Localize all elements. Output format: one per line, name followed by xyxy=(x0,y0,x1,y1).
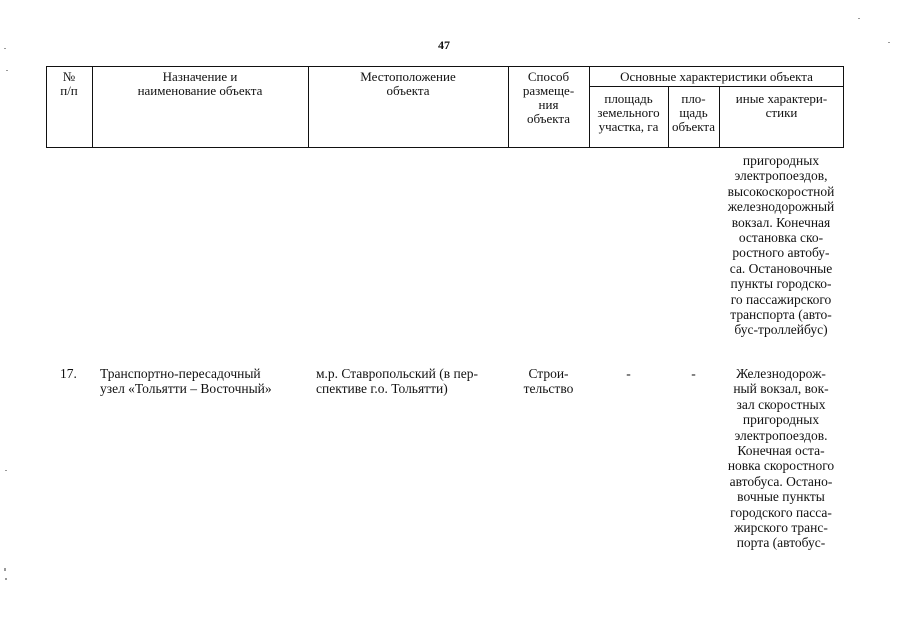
continued-other-characteristics: пригородных электропоездов, высокоскоростной железнодорожный вокзал. Конечная остановка ско- ростного автобу- са. Остановочные пункты городско- го пассажирского транспорта (авто- бус-троллейбус) xyxy=(727,153,835,338)
scan-speck xyxy=(4,48,6,49)
header-name: Назначение и наименование объекта xyxy=(137,69,263,98)
header-method: Способ размеще- ния объекта xyxy=(522,69,575,126)
header-location: Местоположение объекта xyxy=(360,69,456,98)
row-num: 17. xyxy=(60,366,77,381)
scan-speck xyxy=(858,18,860,19)
scan-speck xyxy=(4,568,6,571)
header-other-characteristics: иные характери- стики xyxy=(735,91,828,120)
header-border-top xyxy=(46,66,844,67)
header-area-object: пло- щадь объекта xyxy=(671,91,716,134)
row-location: м.р. Ставропольский (в пер- спективе г.о. Тольятти) xyxy=(316,366,478,397)
scan-speck xyxy=(5,470,7,471)
row-area-object: - xyxy=(691,366,696,381)
scan-speck xyxy=(5,578,7,580)
row-other: Железнодорож- ный вокзал, вок- зал скоростных пригородных электропоездов. Конечная оста- новка скоростного автобуса. Остано- вочные пункты городского пасса- жирского транс- порта (автобус- xyxy=(727,366,835,551)
header-divider xyxy=(589,86,844,87)
header-main-characteristics: Основные характеристики объекта xyxy=(620,69,813,84)
scan-speck xyxy=(6,70,8,71)
row-name: Транспортно-пересадочный узел «Тольятти – Восточный» xyxy=(100,366,272,397)
header-area-land: площадь земельного участка, га xyxy=(597,91,660,134)
page-number: 47 xyxy=(438,38,450,52)
table-header xyxy=(46,66,844,148)
scan-speck xyxy=(888,42,890,43)
header-border-bottom xyxy=(46,147,844,148)
header-num: № п/п xyxy=(60,69,78,98)
row-method: Строи- тельство xyxy=(523,366,574,397)
row-area-land: - xyxy=(626,366,631,381)
